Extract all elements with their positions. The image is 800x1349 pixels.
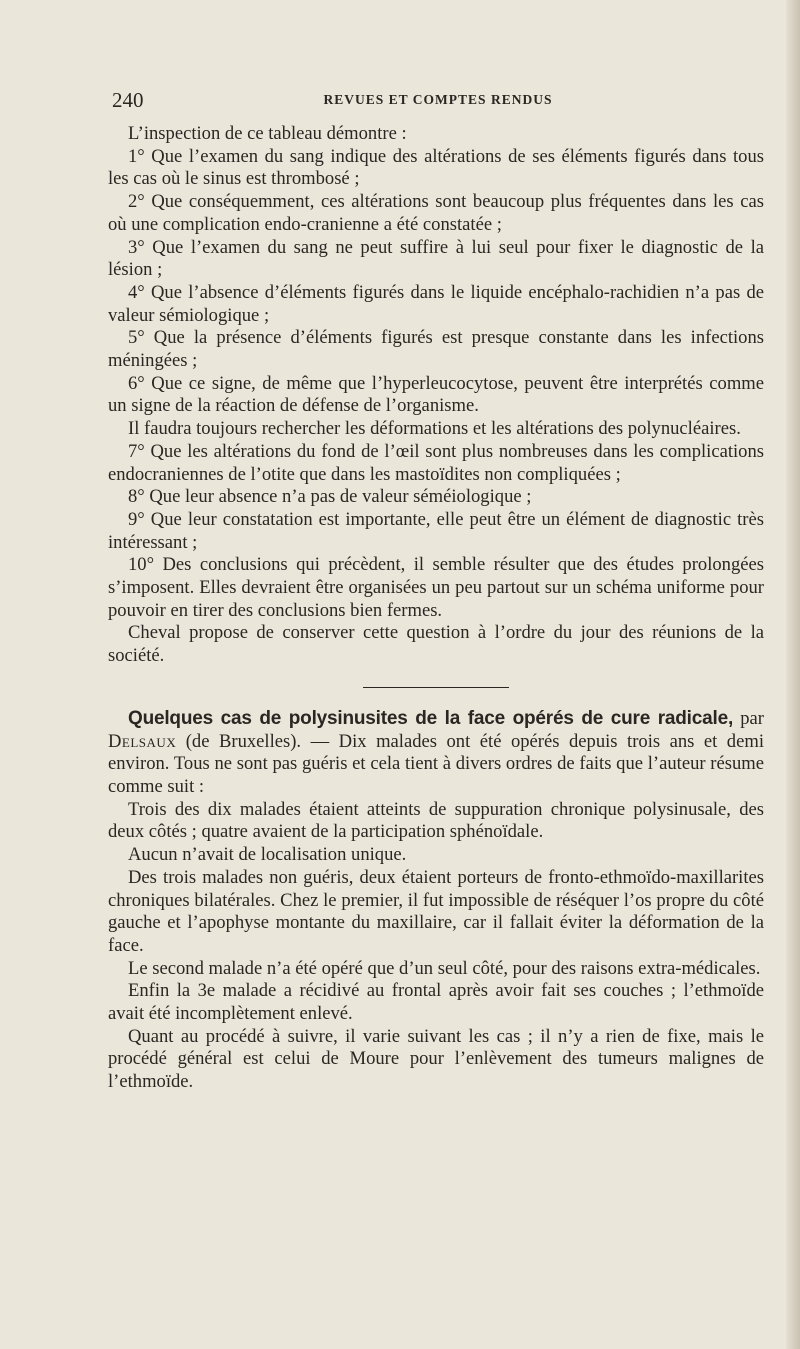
article-title: Quelques cas de polysinusites de la face opérés de cure radicale, [128,707,734,729]
author-name: Delsaux [108,730,177,752]
body-text [108,123,764,1094]
section1-intro: L’inspection de ce tableau démontre : [128,123,407,144]
byline-prefix: par [740,707,764,729]
conclusion-item-2: 2° Que conséquemment, ces altérations sont beaucoup plus fréquentes dans les cas où une complication endo-cranienne a été constatée ; [108,191,764,235]
article-paragraph: Quant au procédé à suivre, il varie suivant les cas ; il n’y a rien de fixe, mais le procédé général est celui de Moure pour l’enlèvement des tumeurs malignes de l’ethmoïde. [108,1025,764,1093]
polynuclear-note: Il faudra toujours rechercher les déformations et les altérations des polynucléaires. [128,418,741,440]
page-header [112,88,764,112]
section-divider [363,687,509,688]
page-edge-shadow [786,0,800,1349]
conclusion-item-3: 3° Que l’examen du sang ne peut suffire à lui seul pour fixer le diagnostic de la lésion ; [108,236,764,281]
article-paragraph: Des trois malades non guéris, deux étaient porteurs de fronto-ethmoïdo-maxillarites chroniques bilatérales. Chez le premier, il fut impossible de réséquer l’os propre du côté gauche et l’apophyse montante du maxillaire, car il fallait éviter la déformation de la face. [108,866,764,956]
article-paragraph: Aucun n’avait de localisation unique. [128,844,407,866]
article-paragraph: Enfin la 3e malade a récidivé au frontal après avoir fait ses couches ; l’ethmoïde avait été incomplètement enlevé. [108,980,764,1025]
conclusion-item-5: 5° Que la présence d’éléments figurés est presque constante dans les infections méningées ; [108,327,764,372]
conclusion-item-7: 7° Que les altérations du fond de l’œil sont plus nombreuses dans les complications endocraniennes de l’otite que dans les mastoïdites non compliquées ; [108,440,764,485]
conclusion-item-10: 10° Des conclusions qui précèdent, il semble résulter que des études prolongées s’imposent. Elles devraient être organisées un peu partout sur un schéma uniforme pour pouvoir en tirer des conclusions bien fermes. [108,554,764,621]
article-paragraph: Le second malade n’a été opéré que d’un seul côté, pour des raisons extra-médicales. [128,957,761,979]
article-intro: (de Bruxelles). — Dix malades ont été opérés depuis trois ans et demi environ. Tous ne sont pas guéris et cela tient à divers ordres de faits que l’auteur résume comme suit : [108,730,764,797]
conclusion-item-8: 8° Que leur absence n’a pas de valeur séméiologique ; [128,486,532,508]
conclusion-item-9: 9° Que leur constatation est importante, elle peut être un élément de diagnostic très intéressant ; [108,508,764,553]
article-paragraph: Trois des dix malades étaient atteints de suppuration chronique polysinusale, des deux côtés ; quatre avaient de la participation sphénoïdale. [108,798,764,843]
article-lead [108,708,764,799]
conclusion-item-1: 1° Que l’examen du sang indique des altérations de ses éléments figurés dans tous les cas où le sinus est thrombosé ; [108,145,764,190]
section1-closing: Cheval propose de conserver cette question à l’ordre du jour des réunions de la société. [108,622,764,667]
conclusion-item-4: 4° Que l’absence d’éléments figurés dans le liquide encéphalo-rachidien n’a pas de valeur sémiologique ; [108,281,764,326]
running-title: REVUES ET COMPTES RENDUS [323,92,553,107]
conclusion-item-6: 6° Que ce signe, de même que l’hyperleucocytose, peuvent être interprétés comme un signe de la réaction de défense de l’organisme. [108,372,764,417]
page-number: 240 [112,88,144,112]
